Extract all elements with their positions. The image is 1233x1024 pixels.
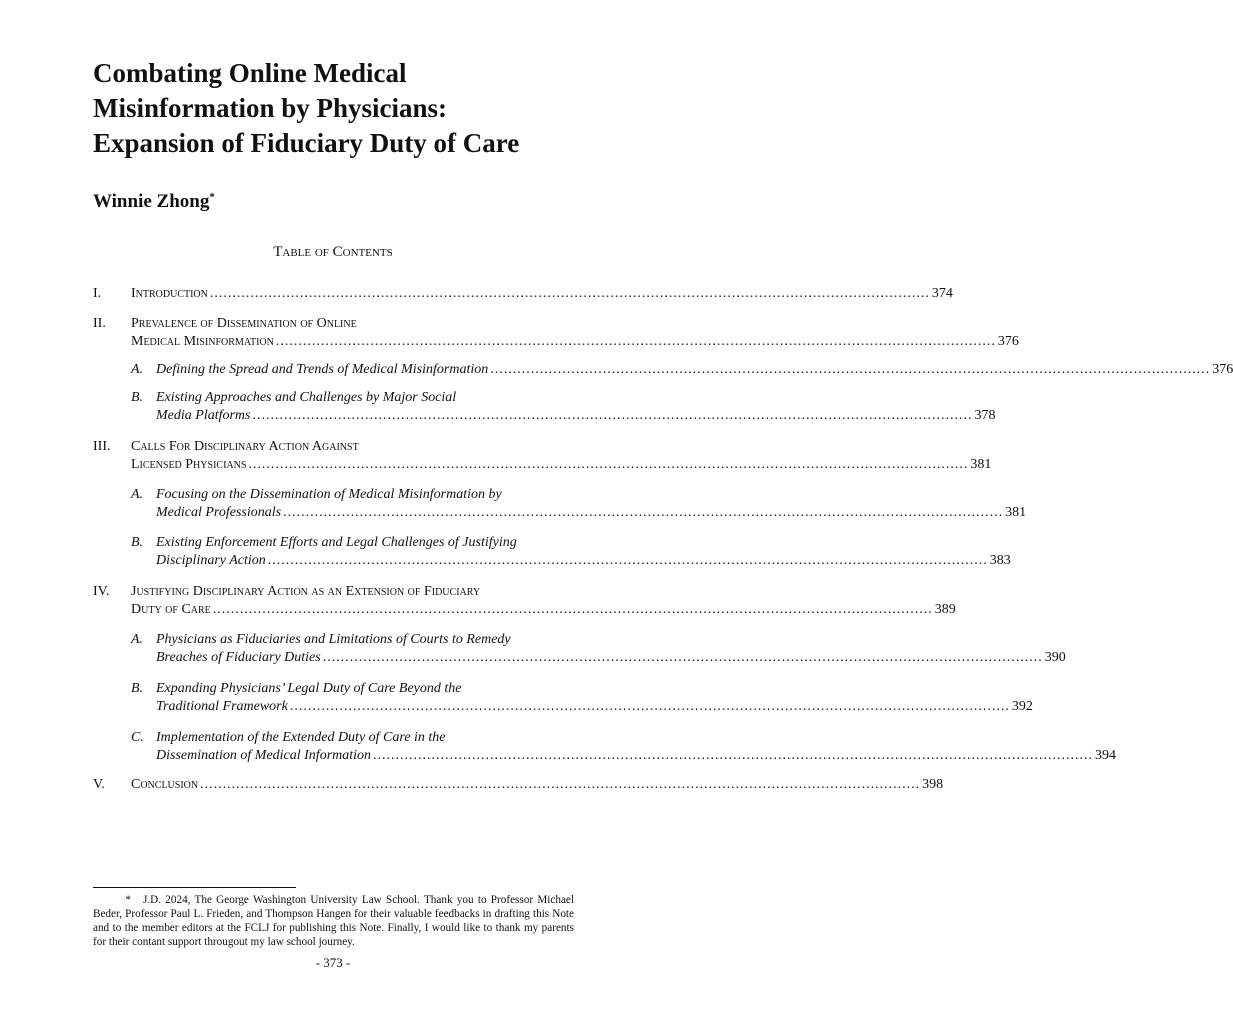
footnote [93, 893, 574, 949]
toc-entry-title: Existing Approaches and Challenges by Major Social [156, 390, 457, 405]
dot-leader: ................................................................................................................................................................ [490, 362, 1211, 377]
toc-entry-title: Introduction [131, 286, 208, 301]
toc-entry[interactable] [93, 486, 1027, 522]
toc-entry[interactable] [93, 285, 953, 303]
toc-entry[interactable] [93, 631, 1066, 667]
dot-leader: ................................................................................................................................................................ [289, 699, 1010, 714]
toc-entry[interactable] [93, 534, 1011, 570]
toc-entry-title: Expanding Physicians’ Legal Duty of Care Beyond the [156, 681, 462, 696]
toc-entry-page: 383 [989, 553, 1011, 568]
toc-entry-page: 398 [922, 777, 944, 792]
toc-entry[interactable] [93, 315, 1019, 351]
title-line-3: Expansion of Fiduciary Duty of Care [93, 128, 520, 158]
author-byline [93, 191, 215, 213]
title-line-1: Combating Online Medical [93, 58, 407, 88]
toc-entry-number: II. [93, 316, 106, 331]
toc-entry-title: Justifying Disciplinary Action as an Extension of Fiduciary [131, 584, 481, 599]
toc-entry-page: 376 [997, 334, 1019, 349]
footnote-text: J.D. 2024, The George Washington University Law School. Thank you to Professor Michael Beder, Professor Paul L. Frieden, and Thompson Hangen for their valuable feedbacks in drafting this Note and to the member editors at the FCLJ for publishing this Note. Finally, I would like to thank my parents for their contant support througout my law school journey. [93, 894, 574, 948]
footnote-reference[interactable]: * [209, 191, 215, 203]
toc-entry-number: III. [93, 439, 111, 454]
toc-entry[interactable] [93, 583, 956, 619]
title-line-2: Misinformation by Physicians: [93, 93, 448, 123]
toc-entry-title: Physicians as Fiduciaries and Limitations of Courts to Remedy [156, 632, 511, 647]
toc-entry-number: I. [93, 286, 102, 301]
toc-entry[interactable] [93, 361, 1233, 379]
toc-entry-title: Existing Enforcement Efforts and Legal Challenges of Justifying [156, 535, 517, 550]
toc-entry[interactable] [93, 729, 1117, 765]
toc-entry-number: V. [93, 777, 105, 792]
toc-entry-number: A. [131, 487, 144, 502]
toc-entry-title: Prevalence of Dissemination of Online [131, 316, 357, 331]
dot-leader: ................................................................................................................................................................ [252, 408, 973, 423]
page-number: - 373 - [315, 955, 351, 970]
toc-entry-page: 390 [1044, 650, 1066, 665]
toc-entry-title: Defining the Spread and Trends of Medical Misinformation [156, 362, 489, 377]
toc-entry-title: Breaches of Fiduciary Duties [156, 650, 321, 665]
dot-leader: ................................................................................................................................................................ [322, 650, 1043, 665]
toc-entry-title: Medical Professionals [156, 505, 282, 520]
toc-entry-number: B. [131, 390, 144, 405]
toc-entry-number: A. [131, 362, 144, 377]
toc-entry-title: Disciplinary Action [156, 553, 266, 568]
dot-leader: ................................................................................................................................................................ [200, 777, 921, 792]
toc-entry-title: Medical Misinformation [131, 334, 274, 349]
toc-entry-title: Calls For Disciplinary Action Against [131, 439, 359, 454]
toc-entry-number: B. [131, 535, 144, 550]
dot-leader: ................................................................................................................................................................ [373, 748, 1094, 763]
toc-entry-title: Duty of Care [131, 602, 211, 617]
dot-leader: ................................................................................................................................................................ [275, 334, 996, 349]
toc-entry-page: 378 [974, 408, 996, 423]
toc-entry-number: B. [131, 681, 144, 696]
toc-entry[interactable] [93, 438, 992, 474]
toc-entry-page: 374 [931, 286, 953, 301]
toc-entry-title: Traditional Framework [156, 699, 288, 714]
article-title [93, 56, 593, 161]
toc-entry-page: 392 [1011, 699, 1033, 714]
toc-entry-title: Focusing on the Dissemination of Medical Misinformation by [156, 487, 502, 502]
toc-entry-title: Implementation of the Extended Duty of Care in the [156, 730, 446, 745]
footnote-marker: * [125, 894, 131, 906]
toc-entry-number: A. [131, 632, 144, 647]
toc-entry[interactable] [93, 680, 1033, 716]
toc-entry-title: Dissemination of Medical Information [156, 748, 372, 763]
toc-entry-title: Media Platforms [156, 408, 251, 423]
toc-entry-title: Conclusion [131, 777, 199, 792]
footnote-divider [93, 887, 296, 888]
toc-heading: Table of Contents [273, 244, 393, 260]
toc-entry-page: 394 [1095, 748, 1117, 763]
toc-entry-number: C. [131, 730, 144, 745]
dot-leader: ................................................................................................................................................................ [248, 457, 969, 472]
toc-entry[interactable] [93, 389, 996, 425]
dot-leader: ................................................................................................................................................................ [212, 602, 933, 617]
author-name: Winnie Zhong [93, 191, 210, 212]
dot-leader: ................................................................................................................................................................ [209, 286, 930, 301]
toc-entry-title: Licensed Physicians [131, 457, 247, 472]
toc-entry-page: 381 [970, 457, 992, 472]
toc-entry[interactable] [93, 776, 944, 794]
dot-leader: ................................................................................................................................................................ [267, 553, 988, 568]
toc-entry-page: 389 [934, 602, 956, 617]
toc-entry-page: 376 [1212, 362, 1233, 377]
toc-entry-number: IV. [93, 584, 110, 599]
dot-leader: ................................................................................................................................................................ [283, 505, 1004, 520]
toc-entry-page: 381 [1005, 505, 1027, 520]
